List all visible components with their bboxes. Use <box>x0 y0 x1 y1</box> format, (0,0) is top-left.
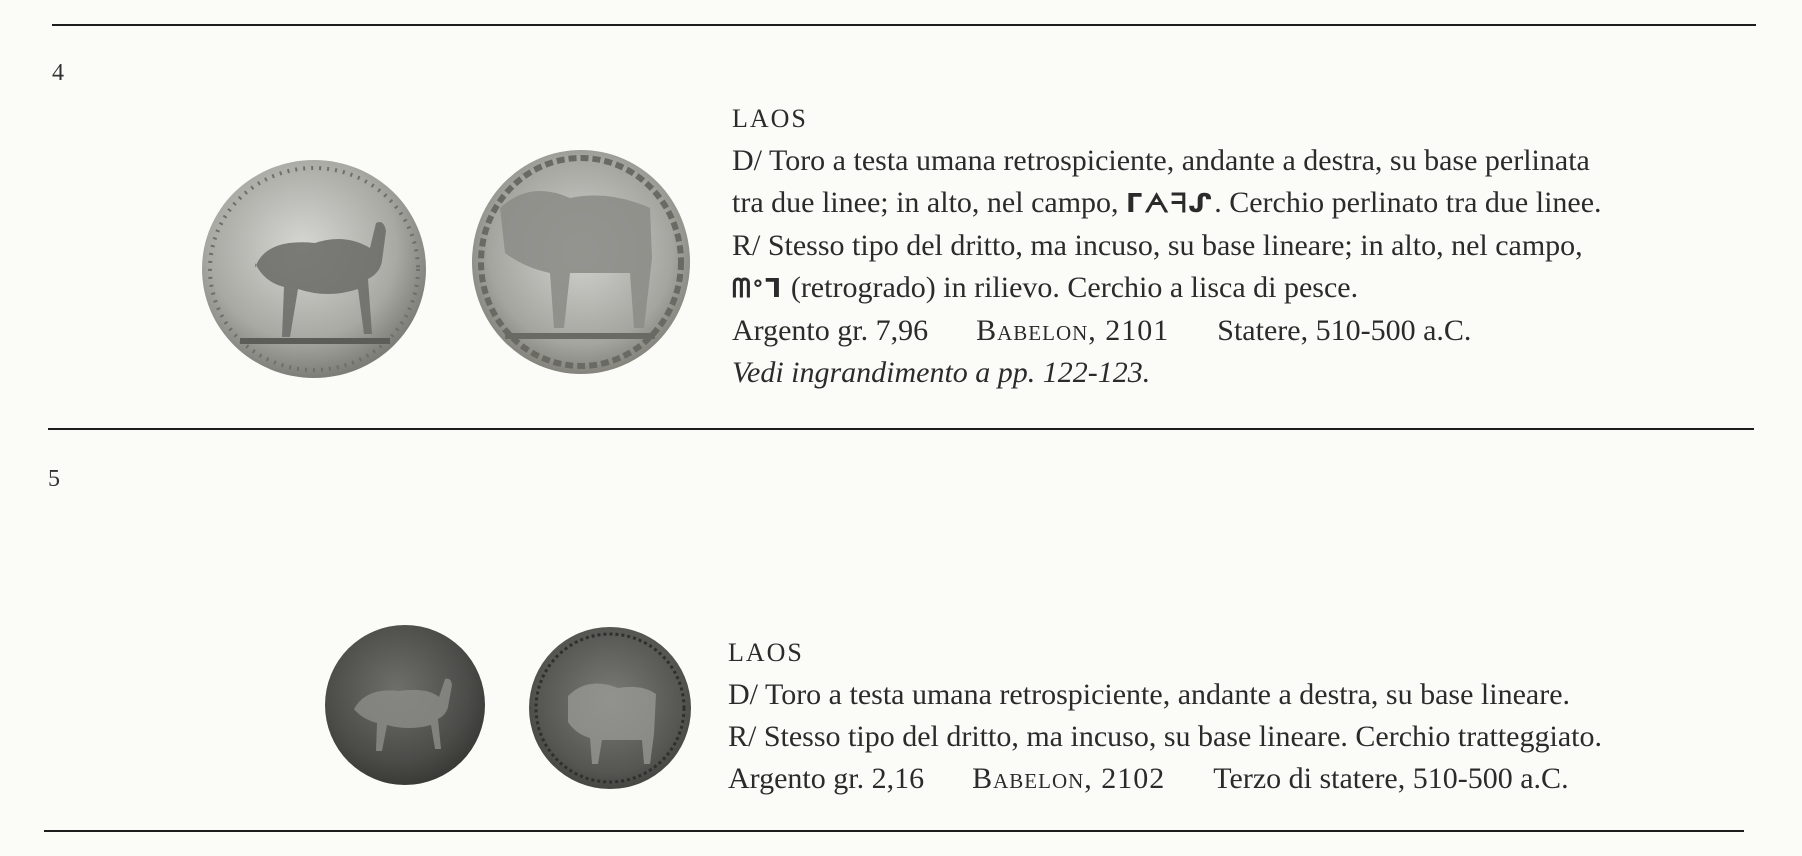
obverse-description: D/ Toro a testa umana retrospiciente, andante a destra, su base lineare. <box>728 678 1571 711</box>
catalog-reference: Babelon, 2101 <box>976 314 1170 347</box>
coin-obverse-image <box>324 624 486 786</box>
denomination-date: Terzo di statere, 510-500 a.C. <box>1213 762 1569 795</box>
entry-number: 4 <box>52 60 64 86</box>
obverse-text-end: . Cerchio perlinato tra due linee. <box>1214 186 1602 219</box>
coin-details <box>728 758 1602 800</box>
enlargement-note: Vedi ingrandimento a pp. 122-123. <box>732 356 1151 389</box>
entry-5-description <box>728 632 1602 800</box>
obverse-inscription: ᒥᗅᖷᔑ <box>1126 189 1215 219</box>
obverse-description-continued <box>732 182 1602 225</box>
bottom-rule <box>44 830 1744 832</box>
top-rule <box>52 24 1756 26</box>
reverse-inscription: ᗰᐤᒣ <box>732 274 784 304</box>
obverse-text: tra due linee; in alto, nel campo, <box>732 186 1119 219</box>
middle-rule <box>48 428 1754 430</box>
denomination-date: Statere, 510-500 a.C. <box>1217 314 1472 347</box>
entry-title: LAOS <box>728 638 804 667</box>
coin-details <box>732 310 1602 352</box>
entry-number: 5 <box>48 466 60 492</box>
reverse-description: R/ Stesso tipo del dritto, ma incuso, su base lineare. Cerchio tratteggiato. <box>728 720 1602 753</box>
metal-weight: Argento gr. 2,16 <box>728 762 925 795</box>
entry-4-description <box>732 98 1602 394</box>
reverse-text-end: (retrogrado) in rilievo. Cerchio a lisca di pesce. <box>790 271 1359 304</box>
coin-reverse-image <box>528 626 692 790</box>
metal-weight: Argento gr. 7,96 <box>732 314 929 347</box>
catalog-reference: Babelon, 2102 <box>972 762 1166 795</box>
reverse-description: R/ Stesso tipo del dritto, ma incuso, su base lineare; in alto, nel campo, <box>732 229 1583 262</box>
reverse-description-continued <box>732 267 1602 310</box>
coin-reverse-image <box>470 148 692 376</box>
coin-obverse-image <box>200 158 428 380</box>
entry-title: LAOS <box>732 104 808 133</box>
obverse-description: D/ Toro a testa umana retrospiciente, andante a destra, su base perlinata <box>732 144 1590 177</box>
